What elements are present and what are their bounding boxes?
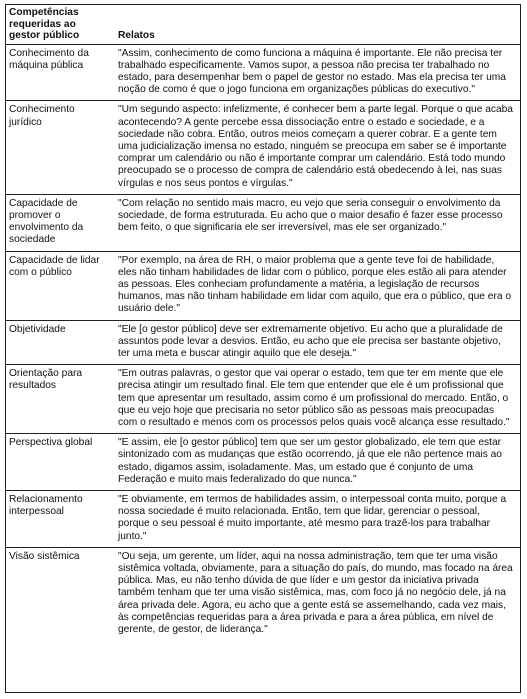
competencia-cell: Perspectiva global xyxy=(6,434,112,491)
table-header-row xyxy=(6,5,520,44)
relato-cell: "E assim, ele [o gestor público] tem que ser um gestor globalizado, ele tem que estar sintonizado com as mudanças que estão ocorrendo, já que ele não pertence mais ao estado, digamos assim, isoladamente. Mas, um estado que é conjunto de uma Federação e muito mais federalizado do que nunca." xyxy=(112,434,520,491)
relato-cell: "Ou seja, um gerente, um líder, aqui na nossa administração, tem que ter uma visão sistêmica voltada, obviamente, para a situação do país, do mundo, mas focado na área pública. Mas, eu não tenho dúvida de que líder e um gestor da iniciativa privada também tenham que ter uma visão sistêmica, mas, com foco já no negócio dele, já na área privada dele. Agora, eu acho que a gente está se assemelhando, cada vez mais, às competências requeridas para a área privada e para a área pública, em nível de gerente, de gestor, de liderança." xyxy=(118,550,513,636)
relato-cell: "Por exemplo, na área de RH, o maior problema que a gente teve foi de habilidade, eles não tinham habilidades de lidar com o público, porque eles estão ali para atender as pessoas. Eles conheciam profundamente a matéria, a legislação de recursos humanos, mas não tinham habilidade em lidar com aquilo, que era o público, que era o usuário dele." xyxy=(112,251,520,320)
relato-cell: "Assim, conhecimento de como funciona a máquina é importante. Ele não precisa ter trabalhado especificamente. Vamos supor, a pessoa não precisa ter trabalhado no estado, para desempenhar bem o papel de gestor no estado. Mas ela precisa ter uma noção de como é que o jogo funciona em organizações públicas do executivo." xyxy=(112,44,520,101)
competencia-cell: Visão sistêmica xyxy=(9,550,80,562)
table-row xyxy=(6,320,520,365)
table-row xyxy=(6,101,520,194)
header-relatos: Relatos xyxy=(112,5,520,44)
competencia-cell: Capacidade de lidar com o público xyxy=(6,251,112,320)
competencias-table xyxy=(6,5,520,640)
header-competencias: Competências requeridas ao gestor público xyxy=(6,5,112,44)
table-row xyxy=(6,194,520,251)
table-row xyxy=(6,44,520,101)
relato-cell: "E obviamente, em termos de habilidades assim, o interpessoal conta muito, porque a nossa sociedade é muito relacionada. Então, tem que lidar, gerenciar o pessoal, porque o seu pessoal é muito importante, até mesmo para trazê-los para trabalhar junto." xyxy=(112,491,520,548)
competencia-cell: Relacionamento interpessoal xyxy=(6,491,112,548)
table-row xyxy=(6,491,520,548)
competencia-cell: Orientação para resultados xyxy=(6,365,112,434)
relato-cell: "Ele [o gestor público] deve ser extremamente objetivo. Eu acho que a pluralidade de assuntos pode levar a desvios. Então, eu acho que ele precisa ser bastante objetivo, ter uma meta e buscar atingir aquilo que ele deseja." xyxy=(112,320,520,365)
competencias-table-frame xyxy=(5,4,521,693)
table-row xyxy=(6,365,520,434)
competencia-cell: Objetividade xyxy=(6,320,112,365)
competencia-cell: Capacidade de promover o envolvimento da sociedade xyxy=(6,194,112,251)
table-row xyxy=(6,251,520,320)
competencia-cell: Conhecimento jurídico xyxy=(6,101,112,194)
table-row xyxy=(6,547,520,640)
table-row xyxy=(6,434,520,491)
relato-cell: "Um segundo aspecto: infelizmente, é conhecer bem a parte legal. Porque o que acaba acontecendo? A gente percebe essa dissociação entre o estado e sociedade, e a sociedade não cobra. Então, outros meios começam a querer cobrar. E a gente tem uma judicialização imensa no estado, ninguém se preocupa em saber se é importante comprar um calendário ou não é importante comprar um calendário. Está todo mundo preocupado se o processo de compra de calendário está obedecendo à lei, nas suas vírgulas e nos seus pontos e vírgulas." xyxy=(112,101,520,194)
relato-cell: "Em outras palavras, o gestor que vai operar o estado, tem que ter em mente que ele precisa atingir um resultado final. Ele tem que entender que ele é um profissional que tem que apresentar um resultado, assim como é um profissional do mercado. Então, o que eu vejo hoje que precisaria no setor público são as pessoas mais preocupadas com o resultado e menos com os processos pelos quais você alcança esse resultado." xyxy=(112,365,520,434)
relato-cell: "Com relação no sentido mais macro, eu vejo que seria conseguir o envolvimento da sociedade, de forma estruturada. Eu acho que o maior desafio é fazer esse processo bem feito, o que significaria ele ser irreversível, mas ele ser organizado." xyxy=(112,194,520,251)
competencia-cell: Conhecimento da máquina pública xyxy=(6,44,112,101)
